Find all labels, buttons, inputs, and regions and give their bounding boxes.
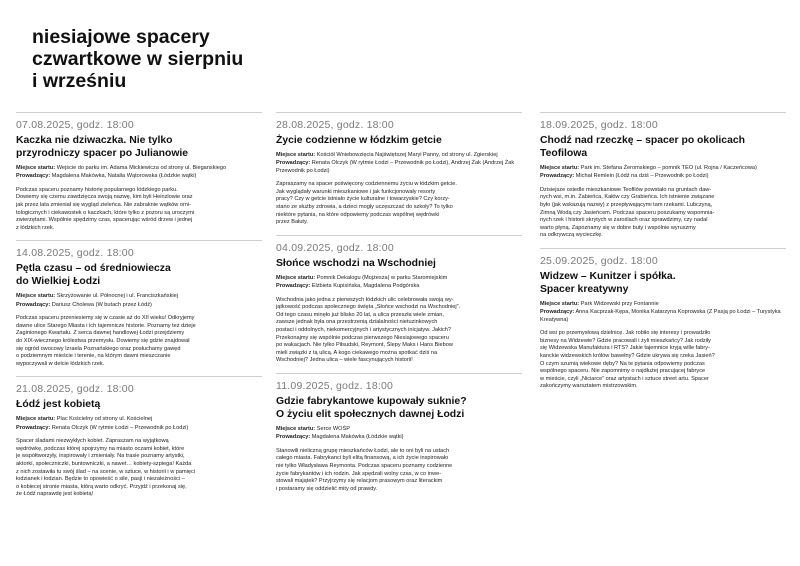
page-title — [32, 26, 243, 92]
guides-label: Prowadzący: — [276, 283, 311, 290]
place-label: Miejsce startu: — [276, 274, 316, 281]
place-value: Wejście do parku im. Adama Mickiewicza od strony ul. Bieganskiego — [56, 165, 227, 171]
place-label: Miejsce startu: — [540, 165, 580, 171]
event-guides — [16, 425, 262, 432]
desc-line: jak przez lata zmieniał się wygląd zieleńca. Nie zabraknie wątków orni- — [16, 202, 192, 208]
desc-line: Podczas spaceru poznamy historię popularnego łódzkiego parku. — [16, 186, 178, 193]
place-label: Miejsce startu: — [276, 152, 316, 158]
event-guides — [276, 434, 522, 441]
event-description — [276, 297, 522, 365]
desc-line: jątkowość podczas społecznego święta „Słońce wschodzi na Wschodniej”. — [276, 304, 461, 311]
event-place — [276, 152, 522, 159]
event-place — [540, 301, 786, 308]
desc-line: o podziemnym mieście i terenie, na którym dawni mieszczanie — [16, 353, 171, 360]
desc-line: nych rzek i historii skrytych w zaroślach oraz sprawdzimy, czy nadal — [540, 217, 708, 224]
event-block — [276, 112, 522, 227]
place-value: Park im. Stefana Żeromskiego – pomnik TEO (ul. Rojna / Kaczeńcowa) — [580, 165, 757, 171]
event-description — [16, 438, 262, 499]
event-description — [16, 187, 262, 233]
desc-line: kanckie widzewskich królów bawełny? Gdzie ukrywa się rzeka Jasień? — [540, 352, 715, 359]
event-place — [276, 426, 522, 433]
event-block — [16, 376, 262, 499]
desc-line: całego miasta. Fabrykanci byli elitą finansową, a ich życie inspirowało — [276, 455, 449, 462]
divider — [540, 112, 786, 113]
desc-line: przez Bałuty. — [276, 219, 308, 226]
event-title — [540, 134, 786, 160]
event-title — [16, 262, 262, 288]
event-place — [16, 293, 262, 300]
event-title-line: Spacer kreatywny — [540, 283, 629, 295]
guides-value: Magdalena Makówka (Łódzkie wątki) — [311, 434, 404, 441]
desc-line: Zaginionego Kwartału. Z serca dawnej handlowej Łodzi przejdziemy — [16, 330, 185, 337]
desc-line: Zapraszamy na spacer poświęcony codziennemu życiu w łódzkim getcie. — [276, 181, 457, 188]
event-guides — [276, 160, 522, 175]
event-date: 28.08.2025, godz. 18:00 — [276, 119, 394, 131]
event-guides — [540, 309, 786, 324]
event-title-line: Kaczka nie dziwaczka. Nie tylko — [16, 135, 173, 146]
desc-line: tologicznych i ciekawostek o kaczkach, które tylko z pozoru są uroczymi — [16, 209, 195, 216]
divider — [540, 248, 786, 249]
desc-line: o kobiecej stronie miasta, którą warto odkryć. Przyjdź i przekonaj się, — [16, 483, 187, 490]
guides-label: Prowadzący: — [16, 301, 51, 308]
guides-value: Renata Olczyk (W rytmie Łodzi – Przewodnik po Łodzi) — [51, 424, 189, 431]
place-label: Miejsce startu: — [16, 293, 56, 300]
desc-line: stano ze służby zdrowia, a dzieci mogły uczęszczać do szkoły? To tylko — [276, 204, 453, 210]
desc-line: Dowiemy się czemu zawdzięcza swoją nazwę, kim byli Heinzlowie oraz — [16, 194, 193, 201]
column-2 — [276, 112, 522, 493]
divider — [16, 376, 262, 377]
guides-label: Prowadzący: — [276, 434, 311, 441]
place-value: Skrzyżowanie ul. Północnej i ul. Franciszkańskiej — [56, 293, 178, 300]
desc-line: po wakacjach. Nie tylko Piłsudski, Reymont, Ślepy Maks i Hans Biebow — [276, 342, 453, 349]
desc-line: warto płyną. Zapoznamy się w dobre buty i wspólnie wyruszmy — [540, 224, 696, 231]
event-title-line: Chodź nad rzeczkę – spacer po okolicach — [540, 135, 745, 146]
desc-line: się ogród owocowy Izraela Poznańskiego oraz posłuchamy gawęd — [16, 345, 181, 352]
guides-value: Magdalena Makówka, Natalia Wątorowska (Łódzkie wątki) — [51, 173, 197, 180]
event-title-line: Słońce wschodzi na Wschodniej — [276, 257, 436, 269]
event-block — [540, 248, 786, 391]
event-place — [16, 416, 262, 423]
desc-line: je współtworzyły, inspirowały i zmieniały. Na trasie poznamy artystki, — [16, 453, 185, 460]
event-date: 07.08.2025, godz. 18:00 — [16, 119, 134, 131]
divider — [16, 112, 262, 113]
desc-line: niektóre pytania, na które odpowiemy podczas wspólnej wędrówki — [276, 211, 440, 218]
event-date: 14.08.2025, godz. 18:00 — [16, 247, 134, 260]
desc-line: Stanowili nieliczną grupę mieszkańców Łodzi, ale to oni byli na ustach — [276, 447, 450, 454]
desc-line: mieli związki z tą ulicą. A kogo ciekawego można spotkać dziś na — [276, 349, 438, 356]
place-label: Miejsce startu: — [540, 300, 580, 307]
event-title — [276, 134, 522, 147]
event-description — [276, 448, 522, 494]
event-title-line: Gdzie fabrykantowe kupowały suknie? — [276, 395, 467, 407]
guides-label: Prowadzący: — [16, 173, 51, 180]
event-title-line: do Wielkiej Łodzi — [16, 276, 101, 288]
desc-line: Zimną Wodą czy Jasieńcem. Podczas spaceru poszukamy wspomnia- — [540, 209, 715, 216]
divider — [276, 112, 522, 113]
event-block — [276, 235, 522, 365]
guides-value: Dariusz Cholewa (W butach przez Łódź) — [51, 301, 152, 308]
event-title — [276, 395, 522, 421]
event-title-line: Teofilowa — [540, 148, 588, 159]
event-guides — [16, 173, 262, 180]
place-label: Miejsce startu: — [16, 165, 56, 171]
event-title-line: Łódź jest kobietą — [16, 399, 101, 411]
desc-line: było (jak wskazują nazwy) z przepływającymi tam rzekami. Lubczyną, — [540, 202, 713, 208]
guides-value: Anna Kacprzak-Kępa, Monika Katarzyna Koprowska (Z Pasją po Łodzi – Turystyka Kreatywna) — [540, 309, 781, 323]
desc-line: z łódzkich rzek. — [16, 224, 55, 231]
desc-line: zawsze jednak była ona przestrzenią działalności nietuzinkowych — [276, 319, 438, 326]
event-date: 25.09.2025, godz. 18:00 — [540, 254, 658, 267]
event-title-line: O życiu elit społecznych dawnej Łodzi — [276, 408, 465, 420]
place-value: Kościół Wniebowzięcia Najświętszej Maryi Panny, od strony ul. Zgierskiej — [316, 152, 498, 158]
desc-line: się Widzewska Manufaktura i RTS? Jakie tajemnice kryją wille fabry- — [540, 345, 710, 352]
event-block — [540, 112, 786, 240]
event-description — [276, 181, 522, 227]
event-title — [16, 134, 262, 160]
event-date: 18.09.2025, godz. 18:00 — [540, 119, 658, 131]
desc-line: aktorki, społeczniczki, buntowniczki, a nawet… kobiety-szpiega! Każda — [16, 460, 192, 467]
desc-line: w mieście, czyli „Niciarce” oraz artystach i sztuce street artu. Spacer — [540, 375, 709, 382]
desc-line: wypoczywali w delcie łódzkich rzek. — [16, 360, 105, 367]
desc-line: do XIX-wiecznego królestwa przemysłu. Dowiemy się gdzie znajdował — [16, 337, 190, 344]
desc-line: Jak wyglądały warunki mieszkaniowe i jak funkcjonowały resorty — [276, 188, 436, 195]
event-title-line: Pętla czasu – od średniowiecza — [16, 263, 171, 275]
desc-line: zakończymy warsztatem mistrzowskim. — [540, 383, 638, 390]
desc-line: na odkrywczą wycieczkę. — [540, 232, 603, 239]
column-3 — [540, 112, 786, 391]
event-title-line: przyrodniczy spacer po Julianowie — [16, 148, 189, 159]
event-title-line: Widzew – Kunitzer i spółka. — [540, 270, 676, 282]
desc-line: Wschodniej? Jedna ulica – wiele fascynujących historii! — [276, 357, 413, 364]
desc-line: że Łódź naprawdę jest kobietą! — [16, 491, 94, 498]
place-value: Serce WOŚP — [316, 425, 350, 432]
desc-line: O czym szumią wiekowe dęby? Na te pytania odpowiemy podczas — [540, 360, 705, 367]
guides-label: Prowadzący: — [540, 309, 575, 316]
place-label: Miejsce startu: — [276, 425, 316, 432]
event-guides — [16, 302, 262, 309]
desc-line: pracy? Czy w getcie istniało życie kulturalne i towarzyskie? Czy korzy- — [276, 196, 450, 203]
page-title-line: i wrześniu — [32, 70, 127, 92]
desc-line: zwierzętami. Wspólnie spędzimy czas, spacerując wśród drzew i jednej — [16, 217, 193, 224]
divider — [276, 373, 522, 374]
divider — [276, 235, 522, 236]
desc-line: Od tego czasu minęło już blisko 20 lat, a ulica przeszła wiele zmian, — [276, 311, 444, 318]
event-place — [16, 165, 262, 172]
event-title-line: Życie codzienne w łódzkim getcie — [276, 135, 442, 146]
page-title-line: niesiajowe spacery — [32, 26, 210, 48]
guides-value: Michał Remlein (Łódź na dziś – Przewodnik po Łodzi) — [575, 173, 709, 180]
event-place — [276, 275, 522, 282]
desc-line: nych wsi, m.in. Żabieńca, Kałów czy Grabieńca. Ich istnienie związane — [540, 194, 715, 201]
event-title — [276, 257, 522, 270]
event-place — [540, 165, 786, 172]
event-description — [16, 315, 262, 368]
event-description — [540, 187, 786, 240]
desc-line: wspólnego spaceru. Nie zapomnimy o najdłużej pracującej fabryce — [540, 368, 706, 375]
desc-line: biznesy na Widzewie? Gdzie pracowali i żyli mieszkańcy? Jak rodziły — [540, 337, 711, 344]
event-date: 21.08.2025, godz. 18:00 — [16, 383, 134, 396]
event-guides — [540, 173, 786, 180]
event-guides — [276, 283, 522, 290]
desc-line: postaci i oddolnych, niekomercyjnych i artystycznych inicjatyw. Jakich? — [276, 326, 452, 333]
guides-label: Prowadzący: — [276, 160, 311, 167]
desc-line: Wschodnia jako jedna z pierwszych łódzkich ulic celebrowała swoją wy- — [276, 296, 454, 303]
event-title — [540, 270, 786, 296]
desc-line: łodzianek i łodzian. Będzie to opowieść o sile, pasji i niezależności – — [16, 476, 185, 483]
guides-label: Prowadzący: — [16, 424, 51, 431]
desc-line: Od wsi po przemysłową dzielnicę. Jak robiło się interesy i prowadziło — [540, 330, 711, 337]
desc-line: Przekonajmy się wspólnie podczas pierwszego Niesiajowego spaceru — [276, 334, 449, 341]
page-title-line: czwartkowe w sierpniu — [32, 48, 244, 70]
desc-line: nie tylko Władysława Reymonta. Podczas spaceru poznamy codzienne — [276, 462, 453, 469]
desc-line: Dzisiejsze osiedle mieszkaniowe Teofilów powstało na gruntach daw- — [540, 186, 712, 193]
desc-line: z nich zostawiła tu swój ślad – na scenie, w sztuce, w historii i w pamięci — [16, 468, 196, 475]
event-block — [16, 240, 262, 368]
place-value: Pomnik Dekalogu (Mojżesza) w parku Staromiejskim — [316, 274, 448, 281]
guides-value: Renata Olczyk (W rytmie Łodzi – Przewodnik po Łodzi), Andrzej Żak (Andrzej Żak Przewodnik po Łodzi) — [276, 160, 515, 174]
desc-line: życie fabrykantów i ich rodzin. Jak spędzali wolny czas, w co inwe- — [276, 470, 442, 477]
guides-value: Elżbieta Kupisińska, Magdalena Podgórska — [311, 283, 420, 290]
desc-line: dawne ulice Starego Miasta i ich tajemnicze historie. Poznamy też dzieje — [16, 322, 196, 329]
event-date: 04.09.2025, godz. 18:00 — [276, 241, 394, 254]
desc-line: i postaramy się oddzielić mity od prawdy. — [276, 485, 378, 492]
divider — [16, 240, 262, 241]
guides-label: Prowadzący: — [540, 173, 575, 180]
place-value: Plac Kościelny od strony ul. Kościelnej — [56, 416, 153, 423]
event-date: 11.09.2025, godz. 18:00 — [276, 379, 394, 392]
column-1 — [16, 112, 262, 499]
desc-line: Podczas spaceru przeniesiemy się w czasie aż do XII wieku! Odkryjemy — [16, 315, 195, 322]
event-title — [16, 398, 262, 411]
place-value: Park Widzewski przy Fontannie — [580, 300, 659, 307]
desc-line: wędrówkę, podczas której spojrzymy na miasto oczami kobiet, które — [16, 445, 185, 452]
event-description — [540, 330, 786, 391]
desc-line: stowali majątek? Przyjrzymy się relacjom prasowym oraz literackim — [276, 478, 443, 485]
event-block — [276, 373, 522, 493]
place-label: Miejsce startu: — [16, 416, 56, 423]
event-block — [16, 112, 262, 232]
desc-line: Spacer śladami niezwykłych kobiet. Zapraszam na wyjątkową — [16, 438, 169, 445]
